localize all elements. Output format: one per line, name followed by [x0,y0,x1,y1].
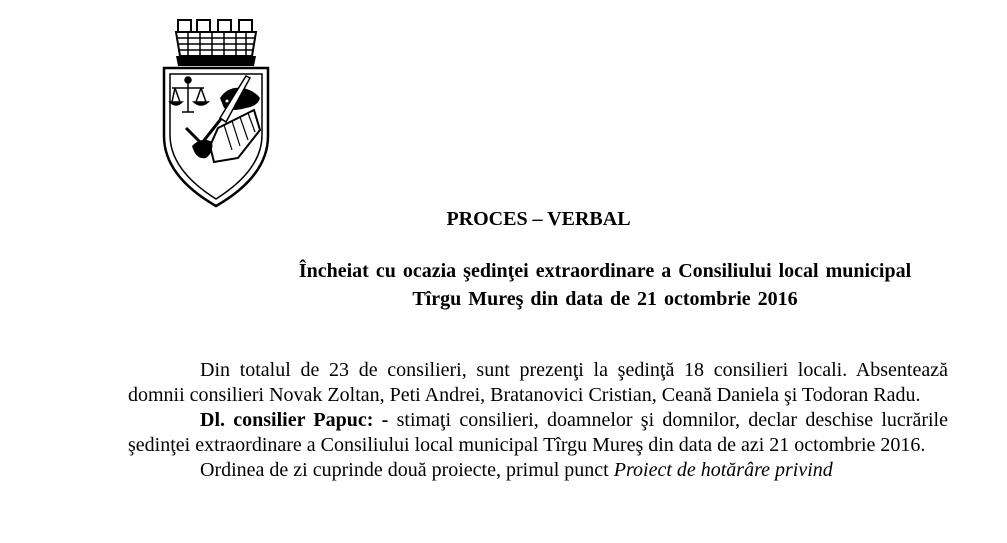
subtitle-line-1: Încheiat cu ocazia şedinţei extraordinare a Consiliului local municipal [298,260,912,282]
document-body [128,358,948,483]
coat-of-arms-logo [162,18,270,208]
paragraph-opening-text: stimaţi consilieri, doamnelor şi domnilor, declar deschise lucrările şedinţei extraordinare a Consiliului local municipal Tîrgu Mureş din data de azi 21 octombrie 2016. [128,409,948,456]
paragraph-opening [128,408,948,458]
document-subtitle [200,257,1007,313]
paragraph-agenda-text: Ordinea de zi cuprinde două proiecte, primul punct [200,459,614,481]
paragraph-agenda [128,458,948,483]
paragraph-attendance: Din totalul de 23 de consilieri, sunt prezenţi la şedinţă 18 consilieri locali. Absentează domnii consilieri Novak Zoltan, Peti Andrei, Bratanovici Cristian, Ceană Daniela şi Todoran Radu. [128,359,948,406]
speaker-name: Dl. consilier Papuc: - [200,409,389,431]
agenda-item-title: Proiect de hotărâre privind [613,459,833,481]
page-title: PROCES – VERBAL [446,208,631,230]
subtitle-line-2: Tîrgu Mureş din data de 21 octombrie 2016 [412,288,798,310]
